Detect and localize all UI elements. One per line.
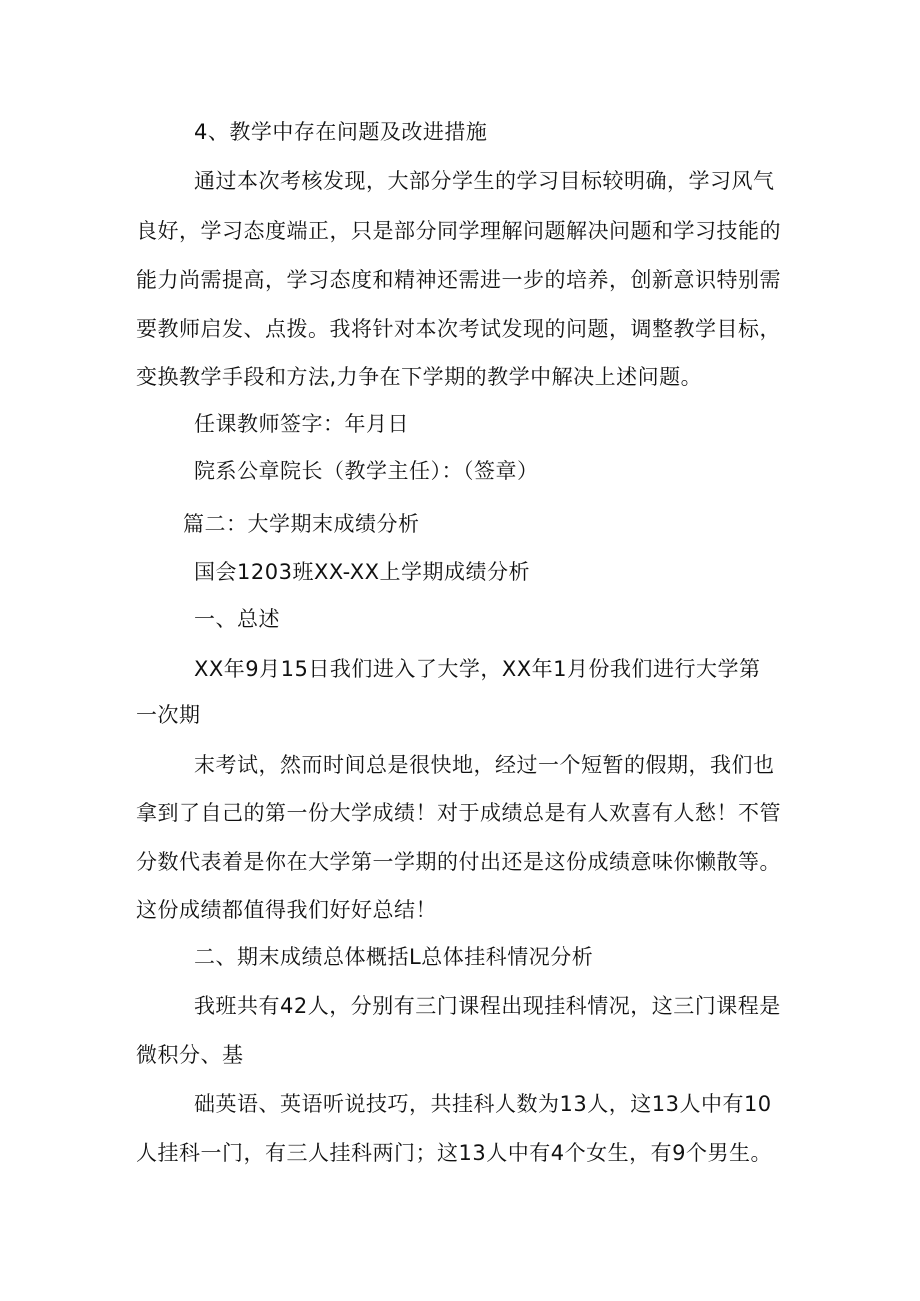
section-heading: 二、期末成绩总体概括L总体挂科情况分析 <box>194 945 594 969</box>
paragraph-line: 变换教学手段和方法,力争在下学期的教学中解决上述问题。 <box>136 365 703 389</box>
paragraph-line: 拿到了自己的第一份大学成绩！对于成绩总是有人欢喜有人愁！不管 <box>136 801 781 825</box>
paragraph-line: 这份成绩都值得我们好好总结！ <box>136 898 437 922</box>
section-heading: 4、教学中存在问题及改进措施 <box>194 120 488 144</box>
document-title: 国会1203班XX-XX上学期成绩分析 <box>194 560 530 584</box>
paragraph-line: 微积分、基 <box>136 1043 244 1067</box>
paragraph-line: 要教师启发、点拨。我将针对本次考试发现的问题，调整教学目标， <box>136 317 781 341</box>
paragraph-line: 人挂科一门，有三人挂科两门；这13人中有4个女生，有9个男生。 <box>136 1141 772 1165</box>
chapter-heading: 篇二：大学期末成绩分析 <box>183 512 420 536</box>
seal-line: 院系公章院长（教学主任）：（签章） <box>194 459 539 483</box>
paragraph-line: 能力尚需提高，学习态度和精神还需进一步的培养，创新意识特别需 <box>136 268 781 292</box>
signature-line: 任课教师签字：年月日 <box>194 412 409 436</box>
paragraph-line: 我班共有42人，分别有三门课程出现挂科情况，这三门课程是 <box>194 994 781 1018</box>
paragraph-line: 分数代表着是你在大学第一学期的付出还是这份成绩意味你懒散等。 <box>136 850 781 874</box>
paragraph-line: 通过本次考核发现，大部分学生的学习目标较明确，学习风气 <box>194 169 775 193</box>
paragraph-line: 末考试，然而时间总是很快地，经过一个短暂的假期，我们也 <box>194 753 775 777</box>
paragraph-line: 良好，学习态度端正，只是部分同学理解问题解决问题和学习技能的 <box>136 219 781 243</box>
section-heading: 一、总述 <box>194 607 280 631</box>
paragraph-line: 础英语、英语听说技巧，共挂科人数为13人，这13人中有10 <box>194 1092 772 1116</box>
paragraph-line: 一次期 <box>136 703 201 727</box>
paragraph-line: XX年9月15日我们进入了大学，XX年1月份我们进行大学第 <box>194 657 761 681</box>
